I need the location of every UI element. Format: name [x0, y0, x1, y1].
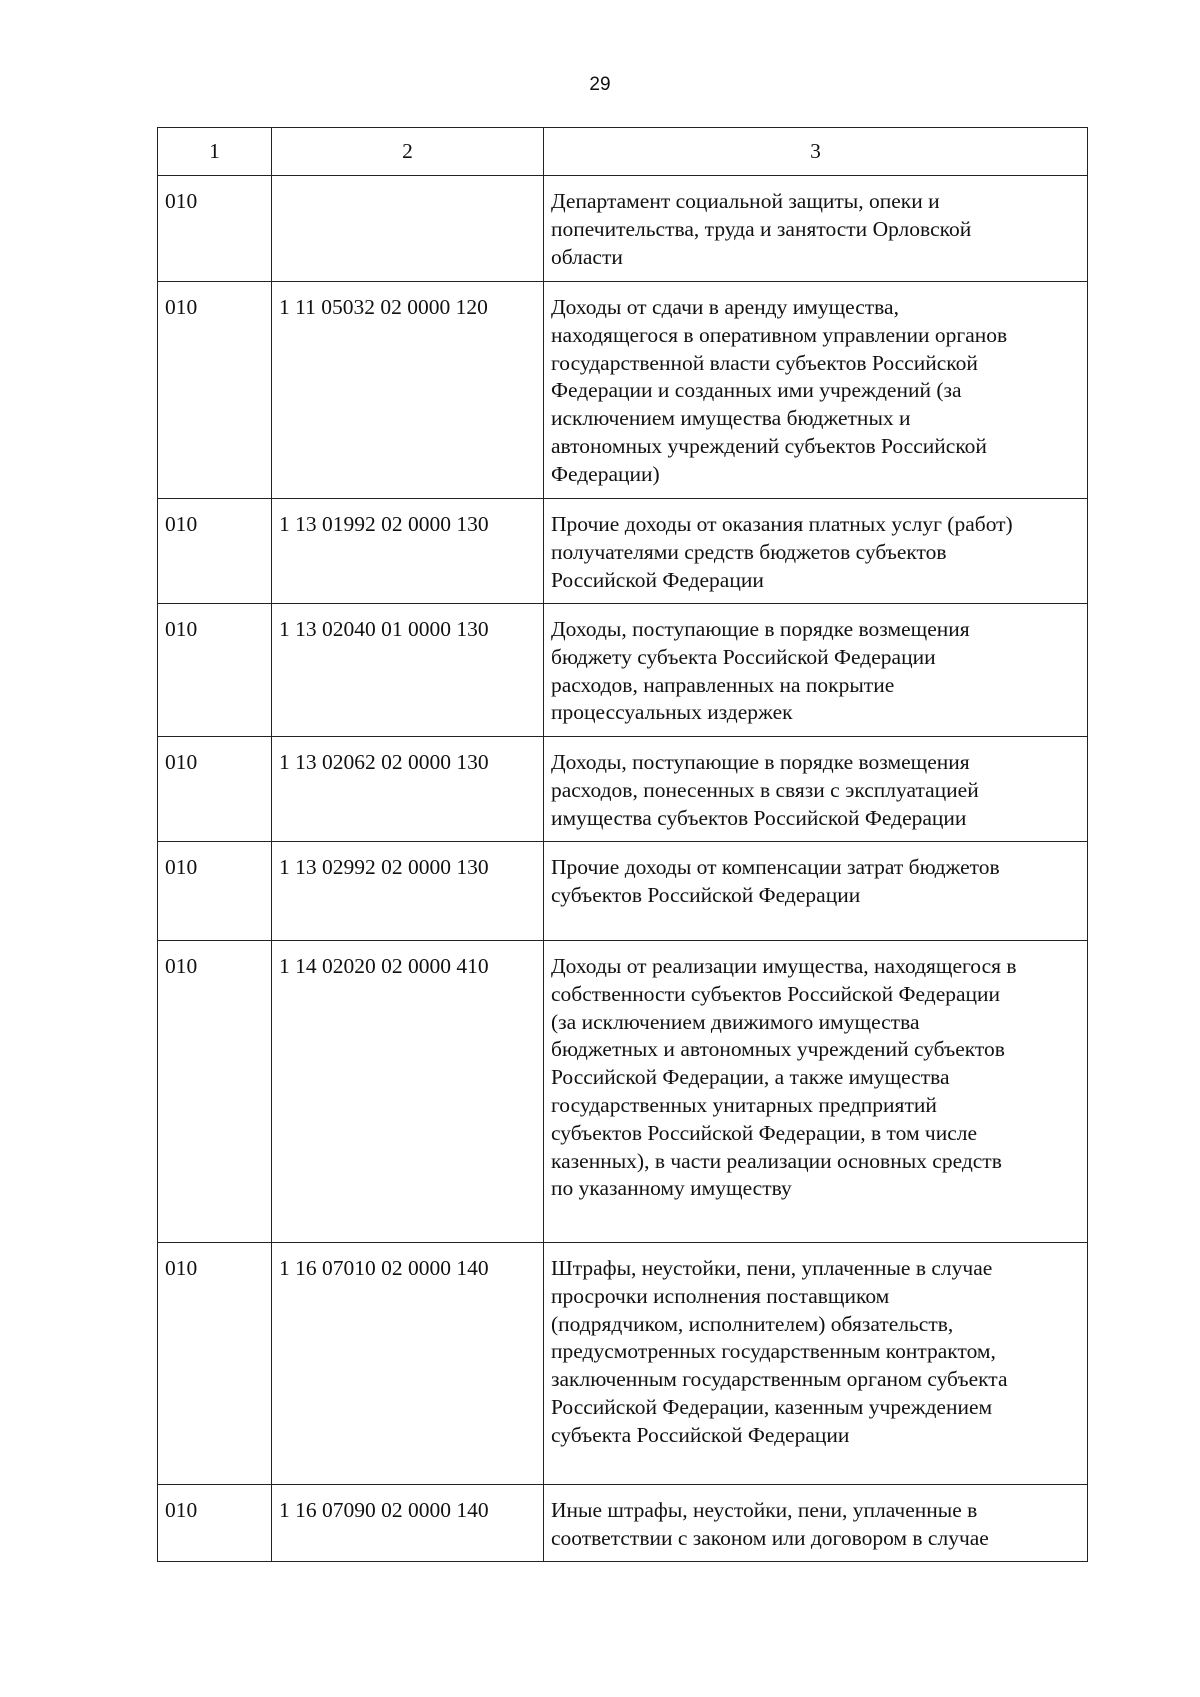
revenue-code-cell [272, 176, 544, 282]
description-cell: Доходы, поступающие в порядке возмещения бюджету субъекта Российской Федерации расходов, направленных на покрытие процессуальных издержек [544, 604, 1088, 737]
description-cell: Штрафы, неустойки, пени, уплаченные в случае просрочки исполнения поставщиком (подрядчиком, исполнителем) обязательств, предусмотренных государственным контрактом, заключенным государственным органом субъекта Российской Федерации, казенным учреждением субъекта Российской Федерации [544, 1243, 1088, 1485]
table-row [158, 737, 1088, 842]
revenue-code-cell: 1 13 01992 02 0000 130 [272, 499, 544, 604]
table-row [158, 176, 1088, 282]
description-cell: Доходы от реализации имущества, находящегося в собственности субъектов Российской Федерации (за исключением движимого имущества бюджетных и автономных учреждений субъектов Российской Федерации, а также имущества государственных унитарных предприятий субъектов Российской Федерации, в том числе казенных), в части реализации основных средств по указанному имуществу [544, 941, 1088, 1243]
table-row [158, 941, 1088, 1243]
table-row [158, 499, 1088, 604]
table-header-row [158, 128, 1088, 176]
revenue-code-cell: 1 16 07010 02 0000 140 [272, 1243, 544, 1485]
description-cell: Доходы, поступающие в порядке возмещения расходов, понесенных в связи с эксплуатацией имущества субъектов Российской Федерации [544, 737, 1088, 842]
revenue-code-cell: 1 11 05032 02 0000 120 [272, 282, 544, 499]
table-row [158, 282, 1088, 499]
description-cell: Иные штрафы, неустойки, пени, уплаченные в соответствии с законом или договором в случае [544, 1485, 1088, 1562]
admin-code-cell: 010 [158, 842, 272, 941]
table-row [158, 1243, 1088, 1485]
revenue-code-cell: 1 14 02020 02 0000 410 [272, 941, 544, 1243]
admin-code-cell: 010 [158, 604, 272, 737]
admin-code-cell: 010 [158, 282, 272, 499]
header-cell-1: 1 [158, 128, 272, 176]
table-row [158, 604, 1088, 737]
description-cell: Доходы от сдачи в аренду имущества, находящегося в оперативном управлении органов государственной власти субъектов Российской Федерации и созданных ими учреждений (за исключением имущества бюджетных и автономных учреждений субъектов Российской Федерации) [544, 282, 1088, 499]
admin-code-cell: 010 [158, 1485, 272, 1562]
revenue-code-cell: 1 13 02062 02 0000 130 [272, 737, 544, 842]
admin-code-cell: 010 [158, 499, 272, 604]
admin-code-cell: 010 [158, 1243, 272, 1485]
description-cell: Прочие доходы от компенсации затрат бюджетов субъектов Российской Федерации [544, 842, 1088, 941]
table-row [158, 842, 1088, 941]
description-cell: Прочие доходы от оказания платных услуг (работ) получателями средств бюджетов субъектов Российской Федерации [544, 499, 1088, 604]
table-row [158, 1485, 1088, 1562]
admin-code-cell: 010 [158, 941, 272, 1243]
page-number: 29 [589, 74, 611, 95]
header-cell-3: 3 [544, 128, 1088, 176]
revenue-code-cell: 1 13 02040 01 0000 130 [272, 604, 544, 737]
header-cell-2: 2 [272, 128, 544, 176]
revenue-code-cell: 1 13 02992 02 0000 130 [272, 842, 544, 941]
description-cell: Департамент социальной защиты, опеки и попечительства, труда и занятости Орловской области [544, 176, 1088, 282]
admin-code-cell: 010 [158, 737, 272, 842]
revenue-codes-table [157, 127, 1088, 1562]
admin-code-cell: 010 [158, 176, 272, 282]
revenue-code-cell: 1 16 07090 02 0000 140 [272, 1485, 544, 1562]
